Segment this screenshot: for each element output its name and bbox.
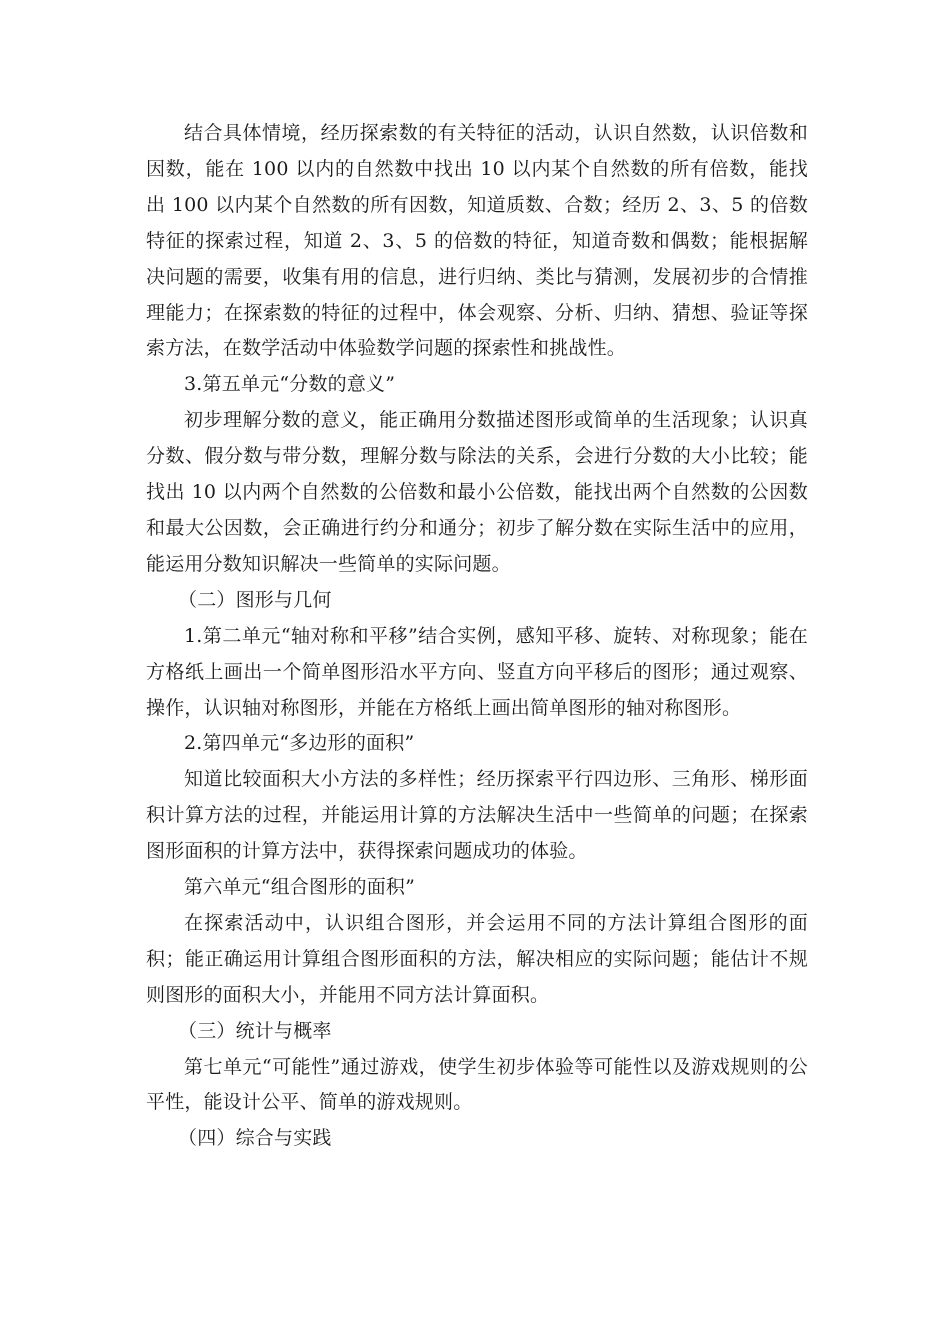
paragraph-symmetry-translation: 1.第二单元“轴对称和平移”结合实例，感知平移、旋转、对称现象；能在方格纸上画出一个简单图形沿水平方向、竖直方向平移后的图形；通过观察、操作，认识轴对称图形，并能在方格纸上画出简单图形的轴对称图形。: [146, 624, 808, 719]
section-heading-practice: （四）综合与实践: [178, 1127, 332, 1150]
section-heading-geometry: （二）图形与几何: [178, 588, 332, 611]
heading-unit-four: 2.第四单元“多边形的面积”: [184, 732, 415, 755]
heading-unit-six: 第六单元“组合图形的面积”: [184, 876, 416, 899]
paragraph-fraction-meaning: 初步理解分数的意义，能正确用分数描述图形或简单的生活现象；认识真分数、假分数与带分数，理解分数与除法的关系，会进行分数的大小比较；能找出 10 以内两个自然数的公倍数和最小公倍数，能找出两个自然数的公因数和最大公因数，会正确进行约分和通分；初步了解分数在实际生活中的应用，能运用分数知识解决一些简单的实际问题。: [146, 409, 808, 575]
paragraph-composite-area: 在探索活动中，认识组合图形，并会运用不同的方法计算组合图形的面积；能正确运用计算组合图形面积的方法，解决相应的实际问题；能估计不规则图形的面积大小，并能用不同方法计算面积。: [146, 911, 808, 1006]
paragraph-number-features: 结合具体情境，经历探索数的有关特征的活动，认识自然数，认识倍数和因数，能在 100 以内的自然数中找出 10 以内某个自然数的所有倍数，能找出 100 以内某个自然数的所有因数，知道质数、合数；经历 2、3、5 的倍数特征的探索过程，知道 2、3、5 的倍数的特征，知道奇数和偶数；能根据解决问题的需要，收集有用的信息，进行归纳、类比与猜测，发展初步的合情推理能力；在探索数的特征的过程中，体会观察、分析、归纳、猜想、验证等探索方法，在数学活动中体验数学问题的探索性和挑战性。: [146, 122, 808, 360]
document-body: [146, 116, 808, 1157]
paragraph-probability: 第七单元“可能性”通过游戏，使学生初步体验等可能性以及游戏规则的公平性，能设计公平、简单的游戏规则。: [146, 1055, 808, 1114]
paragraph-polygon-area: 知道比较面积大小方法的多样性；经历探索平行四边形、三角形、梯形面积计算方法的过程，并能运用计算的方法解决生活中一些简单的问题；在探索图形面积的计算方法中，获得探索问题成功的体验。: [146, 768, 808, 863]
heading-unit-five: 3.第五单元“分数的意义”: [184, 373, 396, 396]
section-heading-statistics: （三）统计与概率: [178, 1019, 332, 1042]
